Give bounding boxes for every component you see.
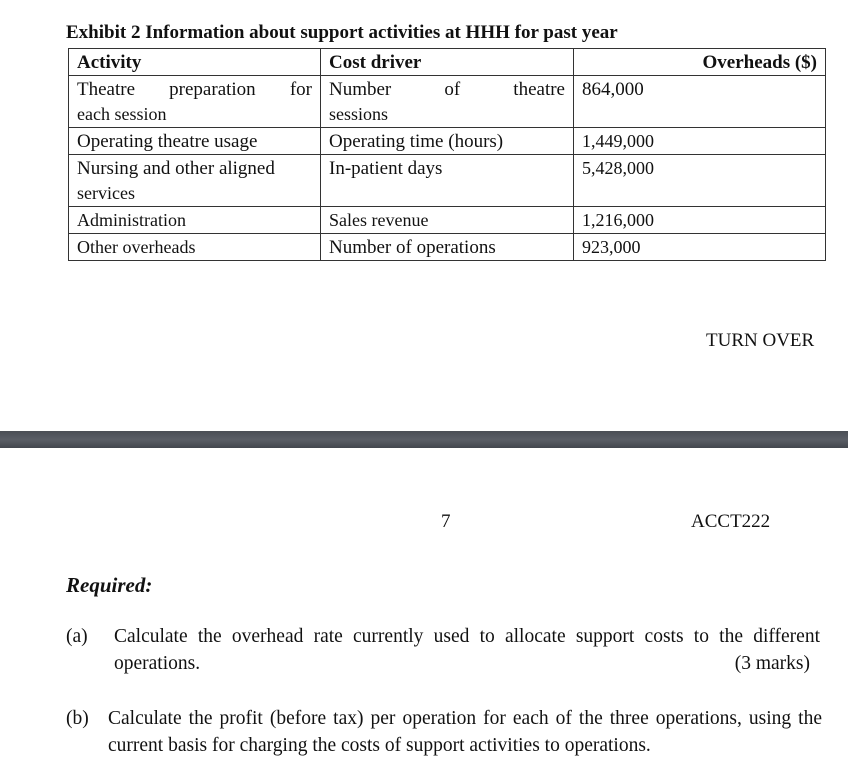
row-driver xyxy=(321,76,574,128)
row-activity-line1: Theatre preparation for xyxy=(77,79,312,100)
row-overheads: 1,449,000 xyxy=(574,128,826,155)
header-cost-driver: Cost driver xyxy=(321,49,574,76)
row-activity: Operating theatre usage xyxy=(69,128,321,155)
row-driver-line2: sessions xyxy=(329,104,389,124)
table-row xyxy=(69,76,826,128)
table-row xyxy=(69,128,826,155)
turn-over-label: TURN OVER xyxy=(706,330,815,351)
row-overheads: 923,000 xyxy=(574,234,826,261)
table-header-row xyxy=(69,49,826,76)
table-row xyxy=(69,155,826,207)
row-activity xyxy=(69,155,321,207)
row-activity xyxy=(69,76,321,128)
row-activity-line2: each session xyxy=(77,104,167,124)
required-heading: Required: xyxy=(66,573,153,597)
question-a-label: (a) xyxy=(66,626,88,647)
table-row xyxy=(69,234,826,261)
row-overheads: 5,428,000 xyxy=(574,155,826,207)
question-b-label: (b) xyxy=(66,708,89,729)
row-activity: Other overheads xyxy=(69,234,321,261)
question-a xyxy=(66,623,820,683)
row-driver-line1: Number of theatre xyxy=(329,79,565,100)
course-code: ACCT222 xyxy=(691,511,771,532)
exhibit-title: Exhibit 2 Information about support activities at HHH for past year xyxy=(66,22,618,43)
row-activity-line1: Nursing and other aligned xyxy=(77,158,275,179)
header-overheads: Overheads ($) xyxy=(574,49,826,76)
row-driver: In-patient days xyxy=(321,155,574,207)
page-number: 7 xyxy=(441,511,451,532)
row-driver: Sales revenue xyxy=(321,207,574,234)
question-b xyxy=(66,705,822,761)
question-a-marks: (3 marks) xyxy=(734,653,810,674)
question-b-text: Calculate the profit (before tax) per operation for each of the three operations, using the current basis for charging the costs of support activities to operations. xyxy=(108,708,822,756)
row-driver: Number of operations xyxy=(321,234,574,261)
row-driver: Operating time (hours) xyxy=(321,128,574,155)
page-divider xyxy=(0,431,848,448)
row-overheads: 864,000 xyxy=(574,76,826,128)
question-a-text: Calculate the overhead rate currently used to allocate support costs to the different operations. xyxy=(114,626,820,674)
support-activities-table xyxy=(68,48,826,261)
row-overheads: 1,216,000 xyxy=(574,207,826,234)
row-activity-line2: services xyxy=(77,183,135,203)
header-activity: Activity xyxy=(69,49,321,76)
row-activity: Administration xyxy=(69,207,321,234)
table-row xyxy=(69,207,826,234)
